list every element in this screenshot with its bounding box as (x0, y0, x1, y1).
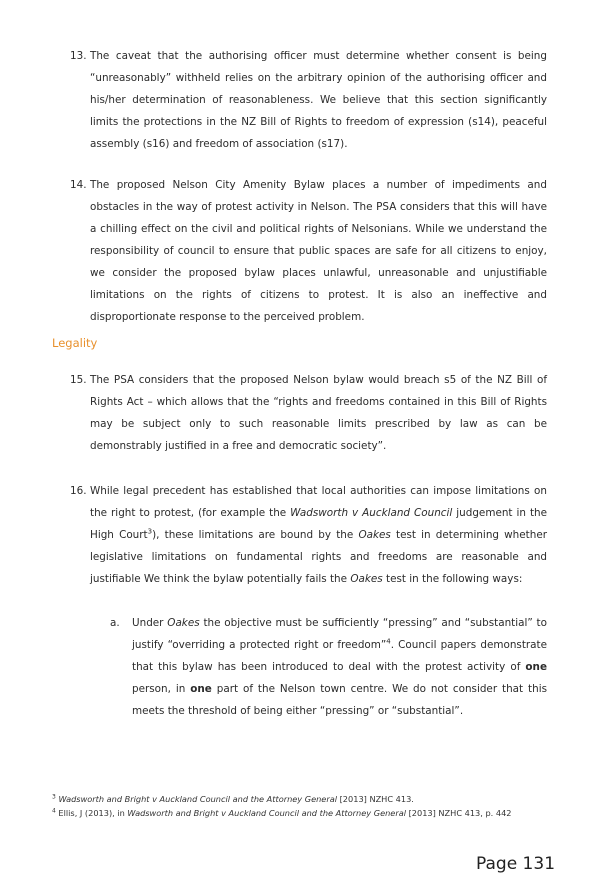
emphasis-one: one (525, 661, 547, 673)
oakes-term: Oakes (350, 573, 383, 585)
text-run: . Council papers demonstrate that this bylaw has been introduced to deal with the protest activity of (132, 639, 547, 673)
paragraph-text (90, 480, 547, 590)
footnotes (52, 792, 562, 820)
page-number: Page 131 (476, 854, 556, 874)
paragraph-14 (70, 174, 547, 328)
case-name: Wadsworth v Auckland Council (290, 507, 453, 519)
subparagraph-text (132, 612, 547, 722)
text-run: ), these limitations are bound by the (152, 529, 359, 541)
footnote-case: Wadsworth and Bright v Auckland Council and the Attorney General (58, 794, 338, 804)
paragraph-number: 14. (70, 179, 87, 191)
paragraph-number: 16. (70, 485, 87, 497)
paragraph-text: The caveat that the authorising officer must determine whether consent is being “unreasonably” withheld relies on the arbitrary opinion of the authorising officer and his/her determination of reasonableness. We believe that this section significantly limits the protections in the NZ Bill of Rights to freedom of expression (s14), peaceful assembly (s16) and freedom of association (s17). (90, 50, 547, 150)
footnote-citation: [2013] NZHC 413. (337, 794, 414, 804)
paragraph-number: 13. (70, 50, 87, 62)
text-run: test in the following ways: (382, 573, 523, 585)
paragraph-13 (70, 45, 547, 155)
text-run: test in determining whether legislative limitations on fundamental rights and freedoms are reasonable and justifiable We think the bylaw potentially fails the (90, 529, 547, 585)
footnote-ref: 3 (147, 527, 153, 536)
paragraph-number: 15. (70, 374, 87, 386)
section-heading-legality: Legality (52, 336, 98, 350)
subparagraph-a (110, 612, 547, 722)
paragraph-15 (70, 369, 547, 457)
footnote-mark: 4 (52, 807, 56, 815)
text-run: Under (132, 617, 168, 629)
footnote-ref: 4 (386, 637, 391, 646)
emphasis-one: one (190, 683, 212, 695)
text-run: part of the Nelson town centre. We do not consider that this meets the threshold of being either “pressing” or “substantial”. (132, 683, 547, 717)
text-run: While legal precedent has established that local authorities can impose limitations on the right to protest, (for example the (90, 485, 547, 519)
text-run: person, in (132, 683, 191, 695)
footnote-4 (52, 806, 562, 820)
footnote-author: Ellis, J (2013), in (55, 808, 128, 818)
footnote-3 (52, 792, 562, 806)
paragraph-text: The PSA considers that the proposed Nelson bylaw would breach s5 of the NZ Bill of Rights Act – which allows that the “rights and freedoms contained in this Bill of Rights may be subject only to such reasonable limits prescribed by law as can be demonstrably justified in a free and democratic society”. (90, 374, 547, 452)
footnote-case: Wadsworth and Bright v Auckland Council and the Attorney General (127, 808, 406, 818)
oakes-term: Oakes (358, 529, 391, 541)
paragraph-text: The proposed Nelson City Amenity Bylaw places a number of impediments and obstacles in the way of protest activity in Nelson. The PSA considers that this will have a chilling effect on the civil and political rights of Nelsonians. While we understand the responsibility of council to ensure that public spaces are safe for all citizens to enjoy, we consider the proposed bylaw places unlawful, unreasonable and unjustifiable limitations on the rights of citizens to protest. It is also an ineffective and disproportionate response to the perceived problem. (90, 179, 547, 323)
subparagraph-letter: a. (110, 617, 120, 629)
text-run: judgement in the High Court (90, 507, 547, 541)
footnote-citation: [2013] NZHC 413, p. 442 (406, 808, 512, 818)
footnote-mark: 3 (52, 793, 56, 801)
oakes-term: Oakes (167, 617, 200, 629)
text-run: the objective must be sufficiently “pressing” and “substantial” to justify “overriding a protected right or freedom” (132, 617, 547, 651)
paragraph-16 (70, 480, 547, 590)
